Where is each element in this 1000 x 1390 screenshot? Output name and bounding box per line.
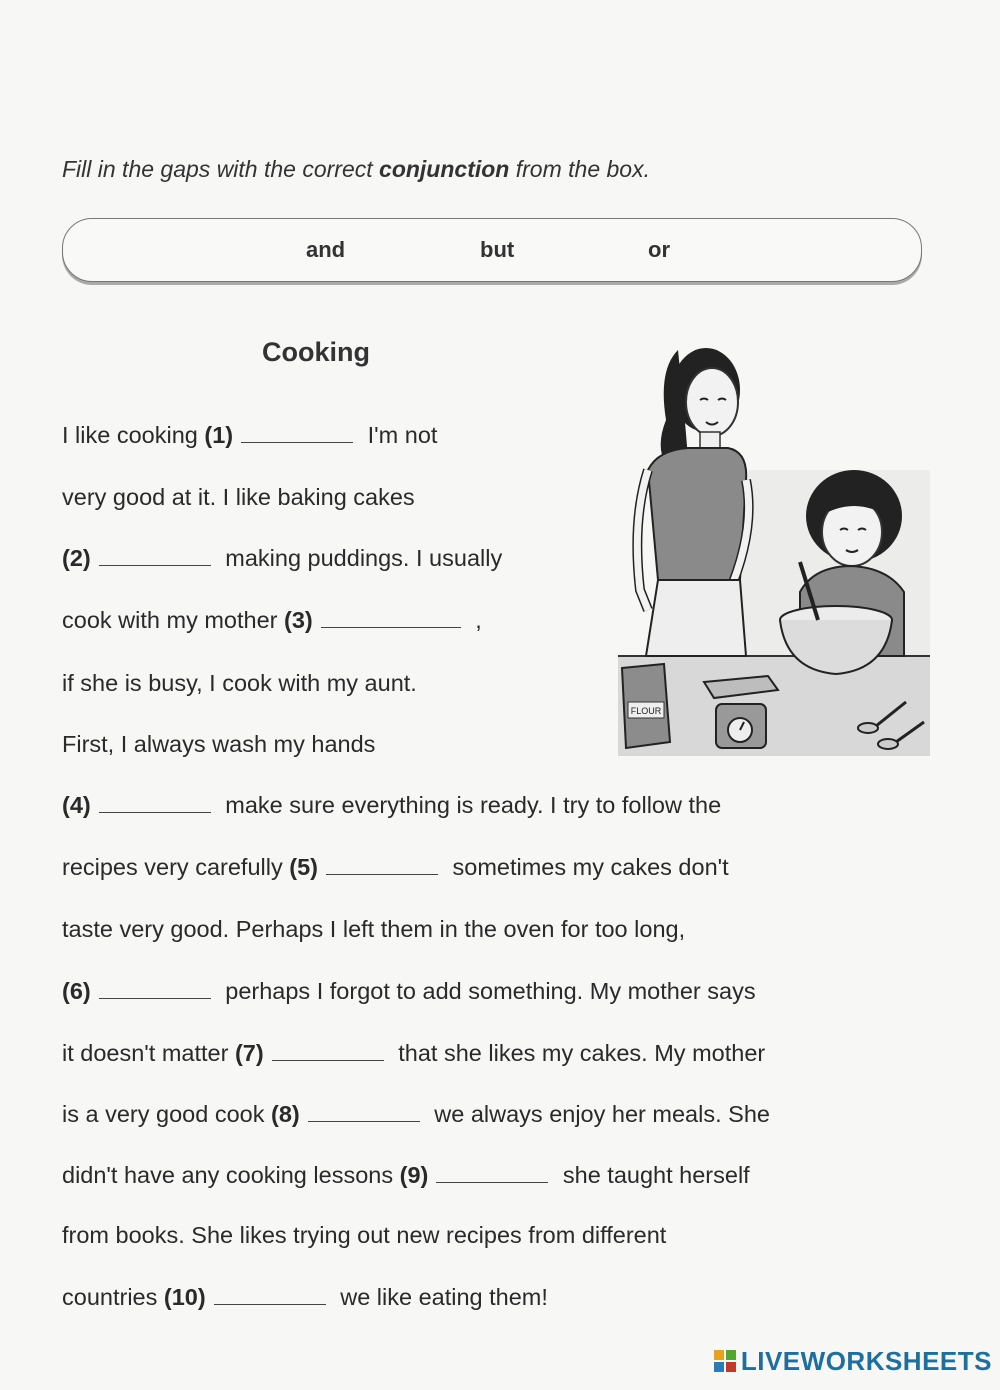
word-or: or — [648, 237, 670, 262]
text-line-5: if she is busy, I cook with my aunt. — [62, 670, 417, 696]
gap-9[interactable] — [436, 1164, 548, 1183]
gap-7[interactable] — [272, 1042, 384, 1061]
logo-icon — [713, 1349, 737, 1373]
text-line-2: very good at it. I like baking cakes — [62, 484, 415, 510]
gap-2[interactable] — [99, 547, 211, 566]
instruction: Fill in the gaps with the correct conjunction from the box. — [62, 156, 650, 182]
gap-3[interactable] — [321, 609, 461, 628]
gap-10[interactable] — [214, 1286, 326, 1305]
gap-8[interactable] — [308, 1103, 420, 1122]
gap-5[interactable] — [326, 856, 438, 875]
gap-1[interactable] — [241, 424, 353, 443]
word-but: but — [480, 237, 515, 262]
text-line-9: taste very good. Perhaps I left them in the oven for too long, — [62, 916, 686, 942]
text-title: Cooking — [262, 337, 370, 367]
gap-4[interactable] — [99, 794, 211, 813]
text-line-15: countries (10) we like eating them! — [62, 1284, 548, 1310]
text-line-1: I like cooking (1) I'm not — [62, 422, 438, 448]
text-line-7: (4) make sure everything is ready. I try to follow the — [62, 792, 722, 818]
kitchen-scale — [704, 676, 778, 748]
text-line-4: cook with my mother (3) , — [62, 607, 482, 633]
cooking-illustration — [618, 330, 930, 756]
text-line-12: is a very good cook (8) we always enjoy her meals. She — [62, 1101, 770, 1127]
text-line-14: from books. She likes trying out new recipes from different — [62, 1222, 667, 1248]
text-line-6: First, I always wash my hands — [62, 731, 376, 757]
text-line-13: didn't have any cooking lessons (9) she taught herself — [62, 1162, 750, 1188]
liveworksheets-logo: LIVEWORKSHEETS — [713, 1346, 992, 1376]
svg-text:FLOUR: FLOUR — [630, 706, 662, 716]
word-and: and — [306, 237, 346, 262]
flour-bag — [622, 664, 670, 748]
word-box — [62, 218, 922, 282]
text-line-3: (2) making puddings. I usually — [62, 545, 503, 571]
text-line-11: it doesn't matter (7) that she likes my cakes. My mother — [62, 1040, 766, 1066]
text-line-8: recipes very carefully (5) sometimes my cakes don't — [62, 854, 729, 880]
text-line-10: (6) perhaps I forgot to add something. My mother says — [62, 978, 756, 1004]
gap-6[interactable] — [99, 980, 211, 999]
